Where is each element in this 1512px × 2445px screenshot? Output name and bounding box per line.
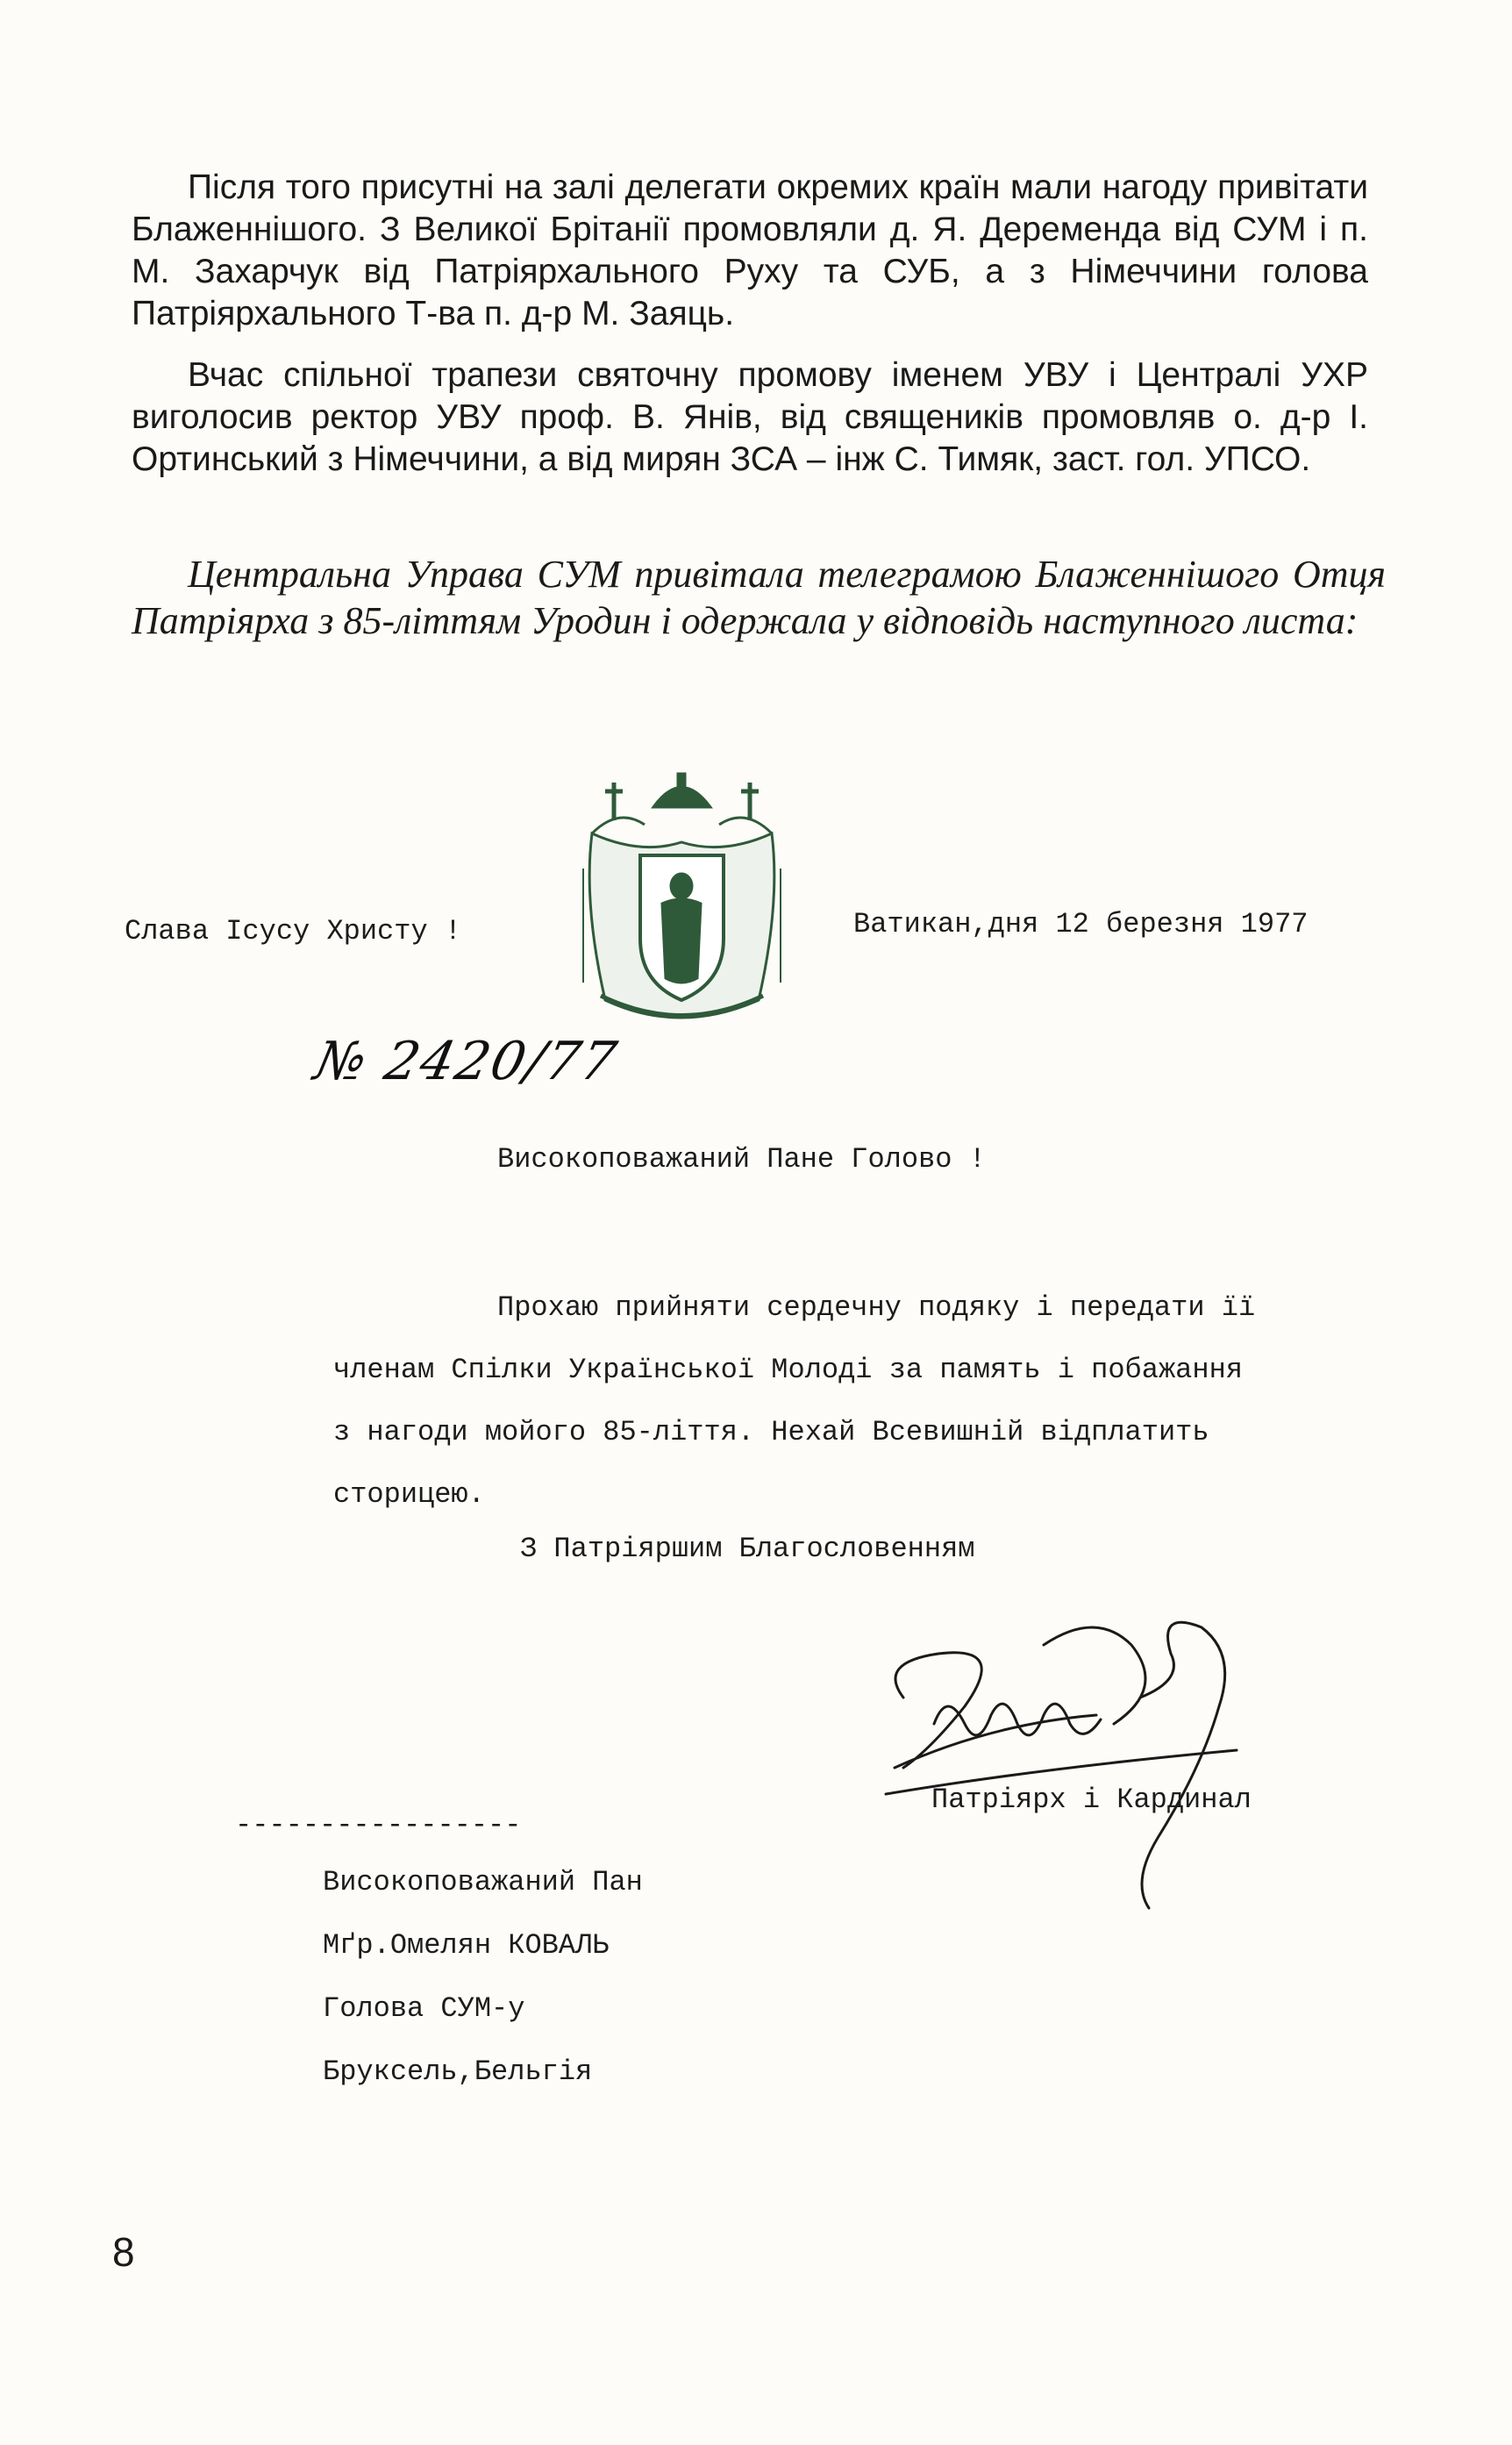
letter-body [333,1276,1368,1526]
letter-salutation: Високоповажаний Пане Голово ! [497,1143,986,1176]
separator-line: ----------------- [235,1809,522,1841]
intro-text [132,167,1368,500]
letter-body-line: сторицею. [333,1478,485,1511]
address-line: Бруксель,Бельгія [323,2055,593,2088]
signature-title: Патріярх і Кардинал [931,1784,1252,1816]
letter-greeting: Слава Ісусу Христу ! [125,915,462,947]
intro-paragraph-2: Вчас спільної трапези святочну промову іменем УВУ і Централі УХР виголосив ректор УВУ проф. В. Янів, від священиків промовляв о. д-р І. Ортинський з Німеччини, а від мирян ЗСА – інж С. Тимяк, заст. гол. УПСО. [132,356,1368,478]
registration-number: № 2420/77 [309,1031,624,1092]
handwritten-signature [868,1592,1359,1926]
address-line: Високоповажаний Пан [323,1866,643,1898]
intro-italic-paragraph: Центральна Управа СУМ привітала телеграмою Блаженнішого Отця Патріярха з 85-літтям Уродин і одержала у відповідь наступного листа: [132,553,1386,642]
address-line: Мґр.Омелян КОВАЛЬ [323,1929,610,1962]
intro-paragraph-1: Після того присутні на залі делегати окремих країн мали нагоду привітати Блаженнішого. З Великої Брітанії промовляли д. Я. Деременда від СУМ і п. М. Захарчук від Патріярхального Руху та СУБ, а з Німеччини голова Патріярхального Т-ва п. д-р М. Заяць. [132,168,1368,332]
letter-body-line: членам Спілки Української Молоді за память і побажання [333,1354,1243,1386]
address-line: Голова СУМ-у [323,1992,525,2025]
recipient-address [323,1851,643,2104]
letter-place-date: Ватикан,дня 12 березня 1977 [853,908,1309,940]
letter-closing: З Патріяршим Благословенням [520,1533,975,1565]
letter-body-line: з нагоди мойого 85-ліття. Нехай Всевишній відплатить [333,1416,1209,1448]
letter-body-line: Прохаю прийняти сердечну подяку і передати її [497,1291,1256,1324]
coat-of-arms-emblem [566,772,798,1035]
page-number: 8 [112,2229,135,2275]
